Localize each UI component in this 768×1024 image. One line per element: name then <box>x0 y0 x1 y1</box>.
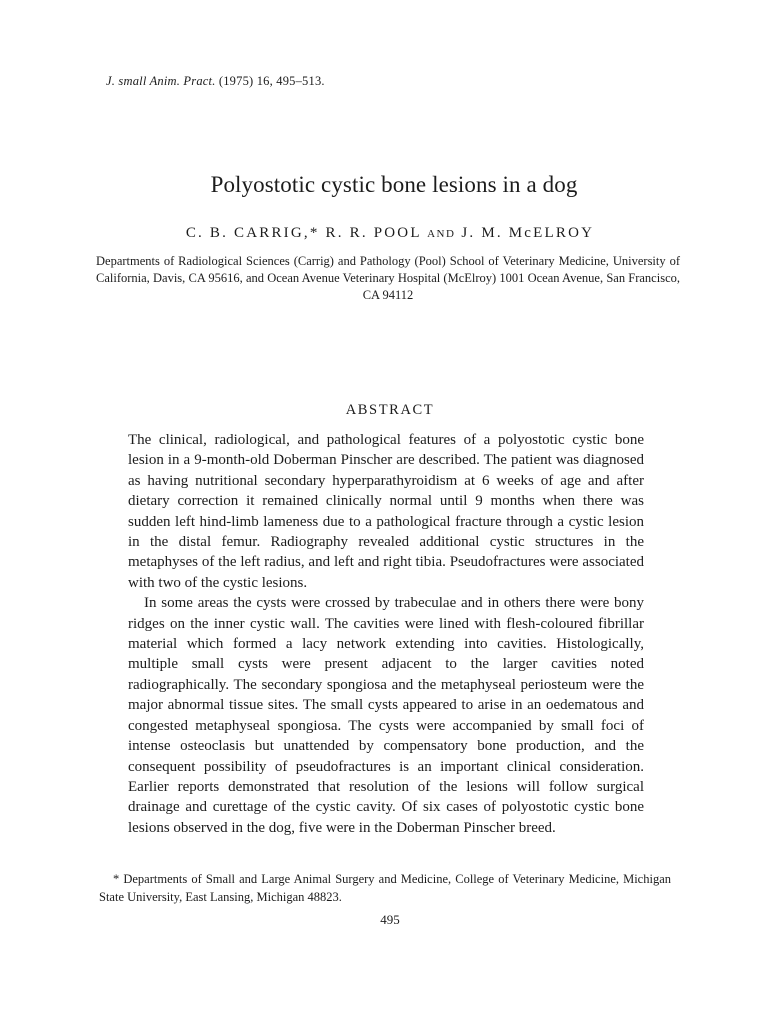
authors-last: J. M. McELROY <box>455 225 595 241</box>
author-footnote <box>99 871 671 906</box>
page-number: 495 <box>380 912 400 927</box>
abstract-body <box>128 430 644 838</box>
article-title: Polyostotic cystic bone lesions in a dog <box>210 172 578 197</box>
author-affiliation: Departments of Radiological Sciences (Carrig) and Pathology (Pool) School of Veterinary Medicine, University of California, Davis, CA 95616, and Ocean Avenue Veterinary Hospital (McElroy) 1001 Ocean Avenue, San Francisco, CA 94112 <box>96 254 680 302</box>
footnote-text: Departments of Small and Large Animal Surgery and Medicine, College of Veterinary Medicine, Michigan State University, East Lansing, Michigan 48823. <box>99 872 671 904</box>
citation-details: (1975) 16, 495–513. <box>215 74 325 88</box>
authors-first: C. B. CARRIG,* R. R. POOL <box>185 225 428 241</box>
abstract-heading: ABSTRACT <box>345 402 435 418</box>
abstract-paragraph-2: In some areas the cysts were crossed by trabeculae and in others there were bony ridges on the inner cystic wall. The cavities were lined with flesh-coloured fibrillar material which formed a lacy network extending into cavities. Histologically, multiple small cysts were present adjacent to the larger cavities noted radiographically. The secondary spongiosa and the metaphyseal periosteum were the major abnormal tissue sites. The small cysts appeared to arise in an oedematous and congested metaphyseal spongiosa. The cysts were accompanied by small foci of intense osteoclasis but unattended by compensatory bone production, and the consequent possibility of pseudofractures is an important clinical consideration. Earlier reports demonstrated that resolution of the lesions will follow surgical drainage and curettage of the cystic cavity. Of six cases of polyostotic cystic bone lesions observed in the dog, five were in the Doberman Pinscher breed. <box>128 595 644 836</box>
abstract-paragraph-1: The clinical, radiological, and pathological features of a polyostotic cystic bone lesion in a 9-month-old Doberman Pinscher are described. The patient was diagnosed as having nutritional secondary hyperparathyroidism at 6 weeks of age and after dietary correction it remained clinically normal until 9 months when there was sudden left hind-limb lameness due to a pathological fracture through a cystic lesion in the distal femur. Radiography revealed additional cystic structures in the metaphyses of the left radius, and left and right tibia. Pseudofractures were associated with two of the cystic lesions. <box>128 432 644 591</box>
author-list <box>6 225 768 242</box>
footnote-mark: * <box>113 872 124 886</box>
journal-citation <box>106 74 325 89</box>
journal-name: J. small Anim. Pract. <box>106 74 216 88</box>
authors-conjunction: AND <box>427 228 456 240</box>
